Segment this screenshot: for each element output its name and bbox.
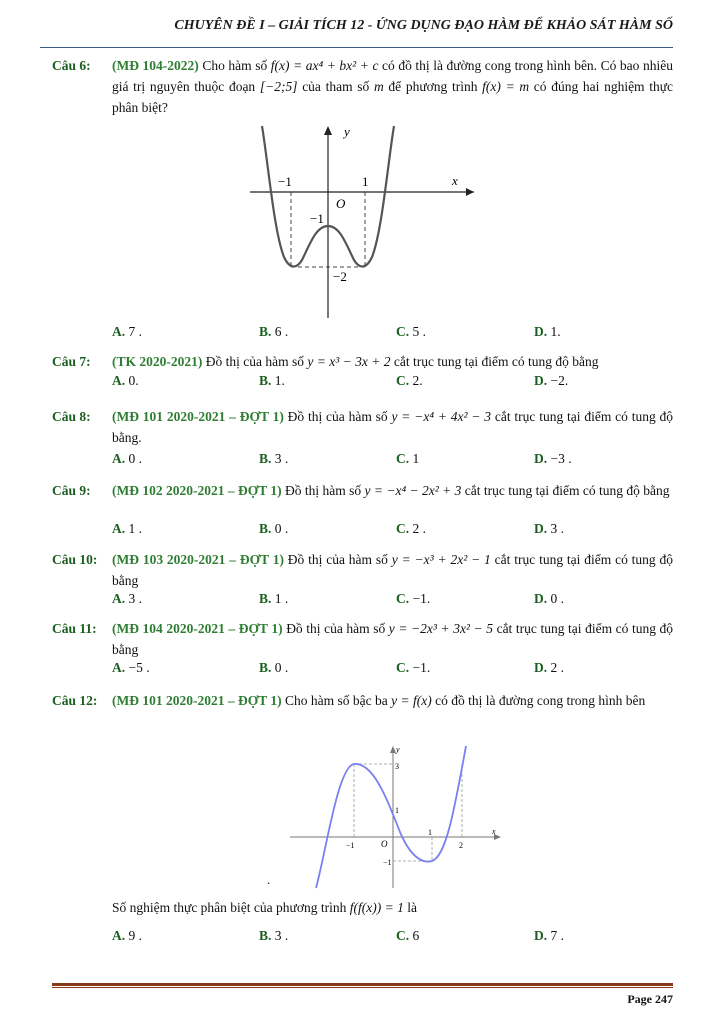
question-number: Câu 10: (52, 552, 98, 567)
question-source: (MĐ 101 2020-2021 – ĐỢT 1) (112, 693, 282, 708)
question-number: Câu 8: (52, 409, 91, 424)
option-d[interactable]: D. 2 . (534, 660, 564, 675)
question-number: Câu 6: (52, 58, 91, 73)
text: Đồ thị của hàm số (287, 552, 388, 567)
option-d[interactable]: D. 3 . (534, 521, 564, 536)
tick-1-y: 1 (395, 806, 399, 815)
math: f(x) = ax⁴ + bx² + c (270, 58, 379, 73)
tick-neg2-y: −2 (333, 269, 347, 284)
question-source: (MĐ 101 2020-2021 – ĐỢT 1) (112, 409, 284, 424)
tick-1-x: 1 (362, 174, 369, 189)
math: y = f(x) (391, 693, 432, 708)
question-source: (MĐ 103 2020-2021 – ĐỢT 1) (112, 552, 284, 567)
x-label: x (452, 173, 458, 188)
text: có đồ thị là đường cong trong hình bên. Có bao nhiêu giá trị nguyên thuộc đoạn (112, 58, 673, 94)
tick-2-x: 2 (459, 841, 463, 850)
question-number: Câu 11: (52, 621, 97, 636)
option-a[interactable]: A. 0. (112, 373, 139, 388)
text: cắt trục tung tại điểm có tung độ bằng (393, 354, 599, 369)
header-title: CHUYÊN ĐỀ I – GIẢI TÍCH 12 - ỨNG DỤNG ĐẠO HÀM ĐỂ KHẢO SÁT HÀM SỐ (174, 18, 673, 33)
tick-neg1-y: −1 (310, 211, 324, 226)
text: cắt trục tung tại điểm có tung độ bằng (112, 552, 674, 588)
math: y = −x⁴ − 2x² + 3 (364, 483, 462, 498)
x-axis-arrow (466, 188, 474, 196)
answer-options (112, 373, 673, 393)
tick-3-y: 3 (395, 762, 399, 771)
answer-options (112, 660, 673, 680)
option-c[interactable]: C. 2 . (396, 521, 426, 536)
question-10 (52, 549, 673, 591)
origin-label: O (336, 196, 346, 211)
question-text (112, 549, 673, 591)
question-text (112, 351, 673, 372)
math: [−2;5] (259, 79, 298, 94)
question-text (112, 480, 673, 501)
option-a[interactable]: A. −5 . (112, 660, 150, 675)
option-d[interactable]: D. 0 . (534, 591, 564, 606)
option-d[interactable]: D. 1. (534, 324, 561, 339)
question-source: (MĐ 104 2020-2021 – ĐỢT 1) (112, 621, 283, 636)
option-c[interactable]: C. 2. (396, 373, 423, 388)
origin-label: O (381, 839, 388, 849)
option-b[interactable]: B. 6 . (259, 324, 289, 339)
text: Đồ thị của hàm số (286, 621, 386, 636)
text: cắt trục tung tại điểm có tung độ bằng. (112, 409, 674, 445)
option-a[interactable]: A. 1 . (112, 521, 142, 536)
cubic-graph (288, 742, 504, 890)
option-b[interactable]: B. 0 . (259, 660, 289, 675)
text: Cho hàm số bậc ba (285, 693, 388, 708)
text: Số nghiệm thực phân biệt của phương trình (112, 900, 347, 915)
text: để phương trình (388, 79, 478, 94)
tick-neg1-y: −1 (383, 858, 392, 867)
question-11 (52, 618, 673, 660)
question-6 (52, 55, 673, 118)
option-d[interactable]: D. 7 . (534, 928, 564, 943)
text: cắt trục tung tại điểm có tung độ bằng (112, 621, 674, 657)
question-text (112, 55, 673, 118)
option-a[interactable]: A. 7 . (112, 324, 142, 339)
option-b[interactable]: B. 3 . (259, 451, 289, 466)
question-number: Câu 9: (52, 483, 91, 498)
question-number: Câu 7: (52, 354, 91, 369)
text: Đồ thị của hàm số (205, 354, 304, 369)
text: có đúng hai nghiệm thực phân biệt? (112, 79, 674, 115)
question-source: (MĐ 104-2022) (112, 58, 199, 73)
option-c[interactable]: C. 6 (396, 928, 420, 943)
option-b[interactable]: B. 1 . (259, 591, 289, 606)
math: y = −2x³ + 3x² − 5 (388, 621, 493, 636)
question-8 (52, 406, 673, 448)
option-a[interactable]: A. 0 . (112, 451, 142, 466)
question-text (112, 897, 673, 918)
quartic-graph (246, 122, 478, 322)
text: là (407, 900, 417, 915)
option-b[interactable]: B. 3 . (259, 928, 289, 943)
question-text (112, 618, 673, 660)
y-axis-arrow (324, 126, 332, 135)
option-c[interactable]: C. −1. (396, 591, 431, 606)
text: của tham số (302, 79, 370, 94)
text: cắt trục tung tại điểm có tung độ bằng (464, 483, 670, 498)
answer-options (112, 324, 673, 344)
question-text (112, 406, 673, 448)
text: Đồ thị của hàm số (287, 409, 388, 424)
question-source: (MĐ 102 2020-2021 – ĐỢT 1) (112, 483, 282, 498)
question-text (112, 690, 673, 711)
y-label: y (396, 745, 400, 754)
text: Đồ thị hàm số (285, 483, 362, 498)
math: f(x) = m (482, 79, 530, 94)
option-c[interactable]: C. 1 (396, 451, 420, 466)
question-12 (52, 690, 673, 711)
math: y = −x³ + 2x² − 1 (391, 552, 491, 567)
option-d[interactable]: D. −2. (534, 373, 569, 388)
option-a[interactable]: A. 9 . (112, 928, 142, 943)
math: f(f(x)) = 1 (349, 900, 404, 915)
question-number: Câu 12: (52, 693, 98, 708)
tick-neg1-x: −1 (346, 841, 355, 850)
option-c[interactable]: C. −1. (396, 660, 431, 675)
answer-options (112, 928, 673, 948)
answer-options (112, 451, 673, 471)
question-9 (52, 480, 673, 501)
option-b[interactable]: B. 1. (259, 373, 285, 388)
stray-dot: . (267, 872, 271, 887)
math: y = x³ − 3x + 2 (307, 354, 391, 369)
text: Cho hàm số (202, 58, 268, 73)
math: m (373, 79, 384, 94)
option-a[interactable]: A. 3 . (112, 591, 142, 606)
question-7 (52, 351, 673, 372)
page-number: Page 247 (627, 992, 673, 1006)
x-label: x (492, 827, 496, 836)
answer-options (112, 521, 673, 541)
option-d[interactable]: D. −3 . (534, 451, 572, 466)
question-12-follow (52, 897, 673, 918)
option-c[interactable]: C. 5 . (396, 324, 426, 339)
math: y = −x⁴ + 4x² − 3 (391, 409, 492, 424)
page-header (40, 18, 673, 48)
tick-neg1-x: −1 (278, 174, 292, 189)
question-source: (TK 2020-2021) (112, 354, 203, 369)
answer-options (112, 591, 673, 611)
text: có đồ thị là đường cong trong hình bên (435, 693, 646, 708)
tick-1-x: 1 (428, 828, 432, 837)
footer-rule-thin (52, 987, 673, 988)
option-b[interactable]: B. 0 . (259, 521, 289, 536)
y-label: y (344, 124, 350, 139)
footer-rule (52, 983, 673, 986)
